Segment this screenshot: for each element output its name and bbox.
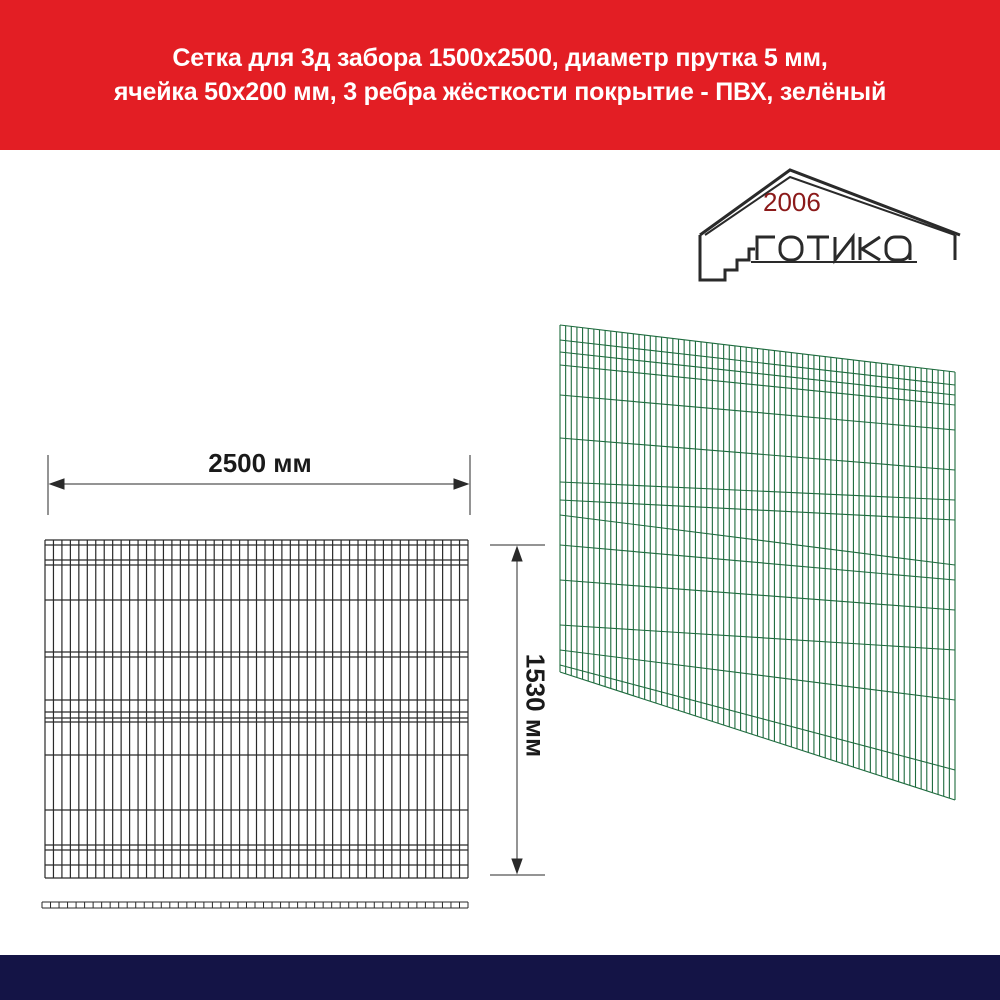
fence-panel-front-view [45,540,468,878]
width-dimension-label: 2500 мм [208,448,312,478]
footer-bar [0,955,1000,1000]
height-dimension-label: 1530 мм [520,653,551,758]
product-title-line-2: ячейка 50x200 мм, 3 ребра жёсткости покрытие - ПВХ, зелёный [113,78,887,106]
fence-panel-3d-photo [560,325,955,800]
product-title-line-1: Сетка для 3д забора 1500x2500, диаметр прутка 5 мм, [172,44,828,72]
logo-year: 2006 [763,187,821,217]
fence-panel-side-profile [42,902,468,908]
